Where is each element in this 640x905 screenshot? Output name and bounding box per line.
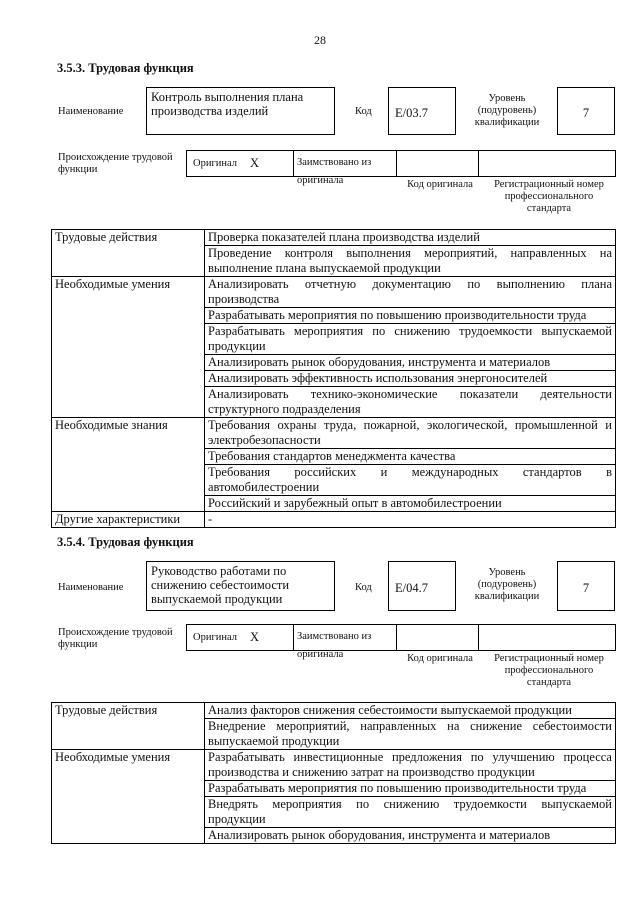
table-row — [52, 277, 616, 308]
code-value: E/04.7 — [395, 581, 428, 595]
table-row — [52, 703, 616, 719]
level-label: Уровень (подуровень) квалификации — [474, 567, 540, 602]
level-box — [557, 87, 615, 135]
code-label: Код — [355, 582, 372, 593]
section-title: 3.5.3. Трудовая функция — [57, 61, 194, 75]
borrowed-cell — [293, 150, 397, 186]
code-value: E/03.7 — [395, 106, 428, 120]
page-number: 28 — [314, 33, 326, 47]
row-label: Трудовые действия — [52, 230, 205, 277]
original-label: Оригинал — [193, 632, 237, 643]
code-box — [388, 87, 456, 135]
function-name-value: Контроль выполнения плана производства изделий — [151, 90, 304, 118]
origin-code-label: Код оригинала — [407, 179, 473, 190]
row-item: Анализировать рынок оборудования, инструмента и материалов — [205, 355, 616, 371]
row-label: Другие характеристики — [52, 512, 205, 528]
function-name-box — [146, 87, 335, 135]
code-label: Код — [355, 106, 372, 117]
row-item: Российский и зарубежный опыт в автомобилестроении — [205, 496, 616, 512]
row-item: - — [205, 512, 616, 528]
original-cell — [186, 624, 294, 651]
borrowed-cell — [293, 624, 397, 660]
row-item: Разрабатывать мероприятия по повышению производительности труда — [205, 308, 616, 324]
row-label: Трудовые действия — [52, 703, 205, 750]
row-item: Анализировать рынок оборудования, инструмента и материалов — [205, 828, 616, 844]
borrowed-label: Заимствовано из оригинала — [297, 157, 372, 186]
row-item: Проверка показателей плана производства изделий — [205, 230, 616, 246]
row-label: Необходимые умения — [52, 750, 205, 844]
table-row — [52, 230, 616, 246]
origin-code-cell — [396, 624, 479, 651]
name-label: Наименование — [58, 582, 124, 593]
level-value: 7 — [582, 106, 590, 120]
reg-number-cell — [478, 150, 616, 177]
table-row — [52, 418, 616, 449]
origin-code-label: Код оригинала — [407, 653, 473, 664]
row-item: Анализировать отчетную документацию по выполнению плана производства — [205, 277, 616, 308]
function-table — [51, 229, 616, 528]
row-item: Анализировать эффективность использования энергоносителей — [205, 371, 616, 387]
reg-number-label: Регистрационный номер профессионального стандарта — [494, 653, 604, 688]
code-box — [388, 561, 456, 611]
table-row — [52, 750, 616, 781]
function-table — [51, 702, 616, 844]
name-label: Наименование — [58, 106, 124, 117]
row-item: Требования стандартов менеджмента качества — [205, 449, 616, 465]
table-row — [52, 512, 616, 528]
origin-code-cell — [396, 150, 479, 177]
level-box — [557, 561, 615, 611]
function-name-box — [146, 561, 335, 611]
row-item: Внедрять мероприятия по снижению трудоемкости выпускаемой продукции — [205, 797, 616, 828]
level-label: Уровень (подуровень) квалификации — [474, 93, 540, 128]
row-item: Разрабатывать мероприятия по повышению производительности труда — [205, 781, 616, 797]
row-item: Разрабатывать инвестиционные предложения по улучшению процесса производства и снижению затрат на производство продукции — [205, 750, 616, 781]
level-value: 7 — [582, 581, 590, 595]
row-item: Анализ факторов снижения себестоимости выпускаемой продукции — [205, 703, 616, 719]
row-label: Необходимые знания — [52, 418, 205, 512]
origin-label: Происхождение трудовой функции — [58, 152, 173, 175]
function-name-value: Руководство работами по снижению себестоимости выпускаемой продукции — [151, 564, 290, 606]
reg-number-label: Регистрационный номер профессионального стандарта — [494, 179, 604, 214]
row-item: Проведение контроля выполнения мероприятий, направленных на выполнение плана выпускаемой продукции — [205, 246, 616, 277]
row-item: Анализировать технико-экономические показатели деятельности структурного подразделения — [205, 387, 616, 418]
row-label: Необходимые умения — [52, 277, 205, 418]
row-item: Внедрение мероприятий, направленных на снижение себестоимости выпускаемой продукции — [205, 719, 616, 750]
row-item: Требования охраны труда, пожарной, экологической, промышленной и электробезопасности — [205, 418, 616, 449]
original-mark: X — [250, 630, 260, 644]
original-mark: X — [250, 156, 260, 170]
original-cell — [186, 150, 294, 177]
borrowed-label: Заимствовано из оригинала — [297, 631, 372, 660]
row-item: Разрабатывать мероприятия по снижению трудоемкости выпускаемой продукции — [205, 324, 616, 355]
origin-label: Происхождение трудовой функции — [58, 627, 173, 650]
original-label: Оригинал — [193, 158, 237, 169]
section-title: 3.5.4. Трудовая функция — [57, 535, 194, 549]
row-item: Требования российских и международных стандартов в автомобилестроении — [205, 465, 616, 496]
reg-number-cell — [478, 624, 616, 651]
